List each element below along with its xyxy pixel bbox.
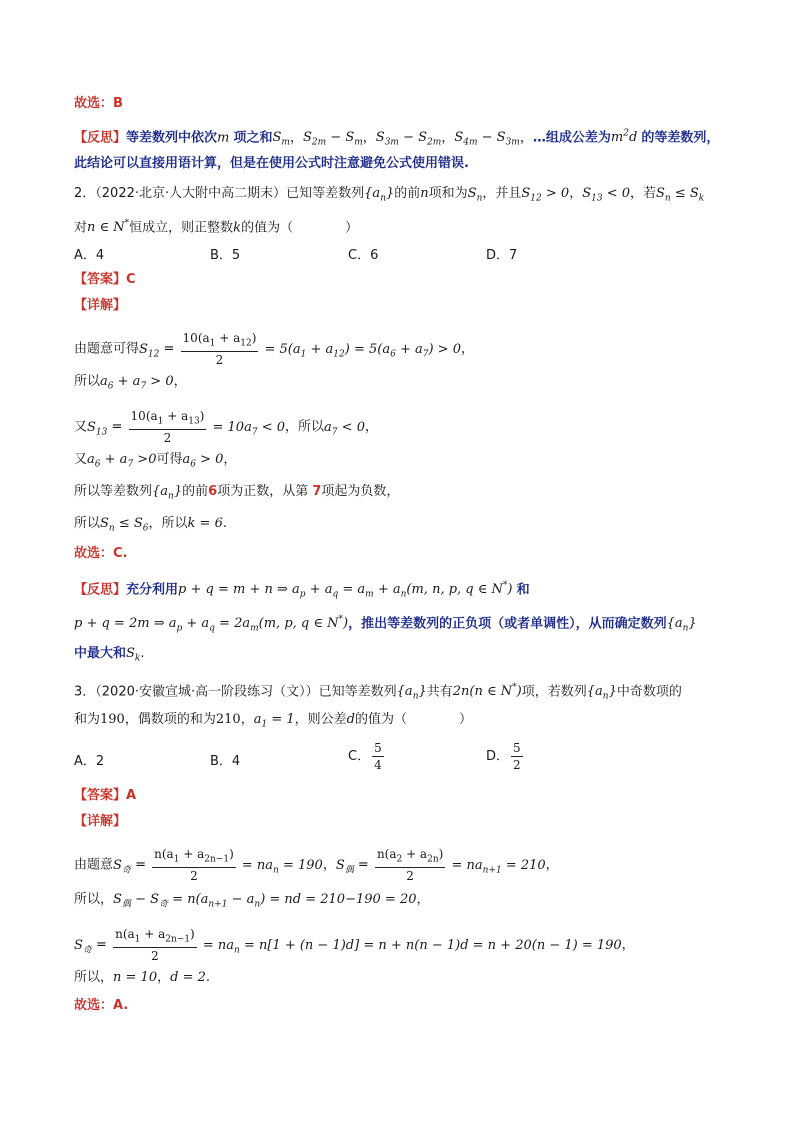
q2-detail-line-3: 又$S_{13}$ = $\frac{10(a_1 + a_{13})}{2}$ = $10a_7 < 0$，所以$a_7 < 0$， [74,409,378,446]
q2-option-d: D．7 [486,248,518,263]
q3-stem-2: 和为190，偶数项的和为210，$a_1 = 1$，则公差d的值为（ ） [74,712,472,730]
q2-reflect-line-1: 【反思】充分利用p + q = m + n ⇒ $a_p + a_q = a_m + a_n(m$, n, p, q ∈ N*) 和 [74,581,530,600]
q2-option-b: B．5 [210,248,241,263]
q2-option-a: A．4 [74,248,105,263]
q2-detail-line-4: 又$a_6 + a_7 >0$可得$a_6 > 0$， [74,452,237,470]
q2-reflect-line-2: p + q = 2m ⇒ $a_p + a_q = 2a_m(m$, p, q ∈ N*)，推出等差数列的正负项（或者单调性），从而确定数列$\{a_n\}$ [74,615,697,634]
reflect-line-2: 此结论可以直接用语计算，但是在使用公式时注意避免公式使用错误. [74,156,469,171]
q2-reflect-line-3: 中最大和$S_k$. [74,646,145,664]
choice-line-1: 故选：B [74,96,123,111]
q2-detail-line-5: 所以等差数列$\{a_n\}$的前6项为正数，从第 7项起为负数， [74,484,400,502]
q3-option-c: C． $\frac{5}{4}$ [348,741,382,772]
q2-option-c: C．6 [348,248,379,263]
q3-stem-1: 3．（2020·安徽宣城·高一阶段练习（文））已知等差数列$\{a_n\}$共有2n(n ∈ N*)项，若数列$\{a_n\}$中奇数项的 [74,683,682,702]
q2-stem-2: 对n ∈ N*恒成立，则正整数k的值为（ ） [74,219,359,236]
q3-detail-line-4: 所以，n = 10，d = 2. [74,970,210,985]
q3-answer: 【答案】A [74,788,137,803]
q3-detail-line-3: $S_奇$ = $\frac{n(a_1 + a_{2n-1})}{2}$ = $na_n = n[1 + (n - 1)d] = n + n(n - 1)d = n + 20(n - 1) = 190$， [74,927,635,964]
q3-choice: 故选：A. [74,998,129,1013]
q2-detail-tag: 【详解】 [74,298,127,313]
q3-option-d: D． $\frac{5}{2}$ [486,741,521,772]
q3-detail-line-1: 由题意$S_奇$ = $\frac{n(a_1 + a_{2n-1})}{2}$ = $na_n = 190$，$S_偶$ = $\frac{n(a_2 + a_{2n})}{2}$ = $na_{n+1} = 210$， [74,847,559,884]
reflect-line-1: 【反思】等差数列中依次m 项之和$S_m$，$S_{2m} - S_m$，$S_{3m} - S_{2m}$，$S_{4m} - S_{3m}$，…组成公差为$m^2d$ 的等差数列， [74,129,720,148]
q2-detail-line-6: 所以$S_n \le S_6$，所以k = 6. [74,516,227,534]
q2-answer: 【答案】C [74,272,136,287]
q3-detail-tag: 【详解】 [74,814,127,829]
q2-detail-line-1: 由题意可得$S_{12}$ = $\frac{10(a_1 + a_{12})}{2}$ = $5(a_1 + a_{12}) = 5(a_6 + a_7) > 0$， [74,331,474,368]
q3-option-a: A．2 [74,754,105,769]
q2-choice: 故选：C. [74,546,128,561]
q3-option-b: B．4 [210,754,241,769]
q2-detail-line-2: 所以$a_6 + a_7 > 0$， [74,374,187,392]
q3-detail-line-2: 所以，$S_偶 - S_奇 = n(a_{n+1} - a_n)$ = nd = 210−190 = 20， [74,892,430,910]
q2-stem-1: 2．（2022·北京·人大附中高二期末）已知等差数列$\{a_n\}$的前n项和为$S_n$，并且$S_{12} > 0$，$S_{13} < 0$，若$S_n \le S_k$ [74,186,705,204]
